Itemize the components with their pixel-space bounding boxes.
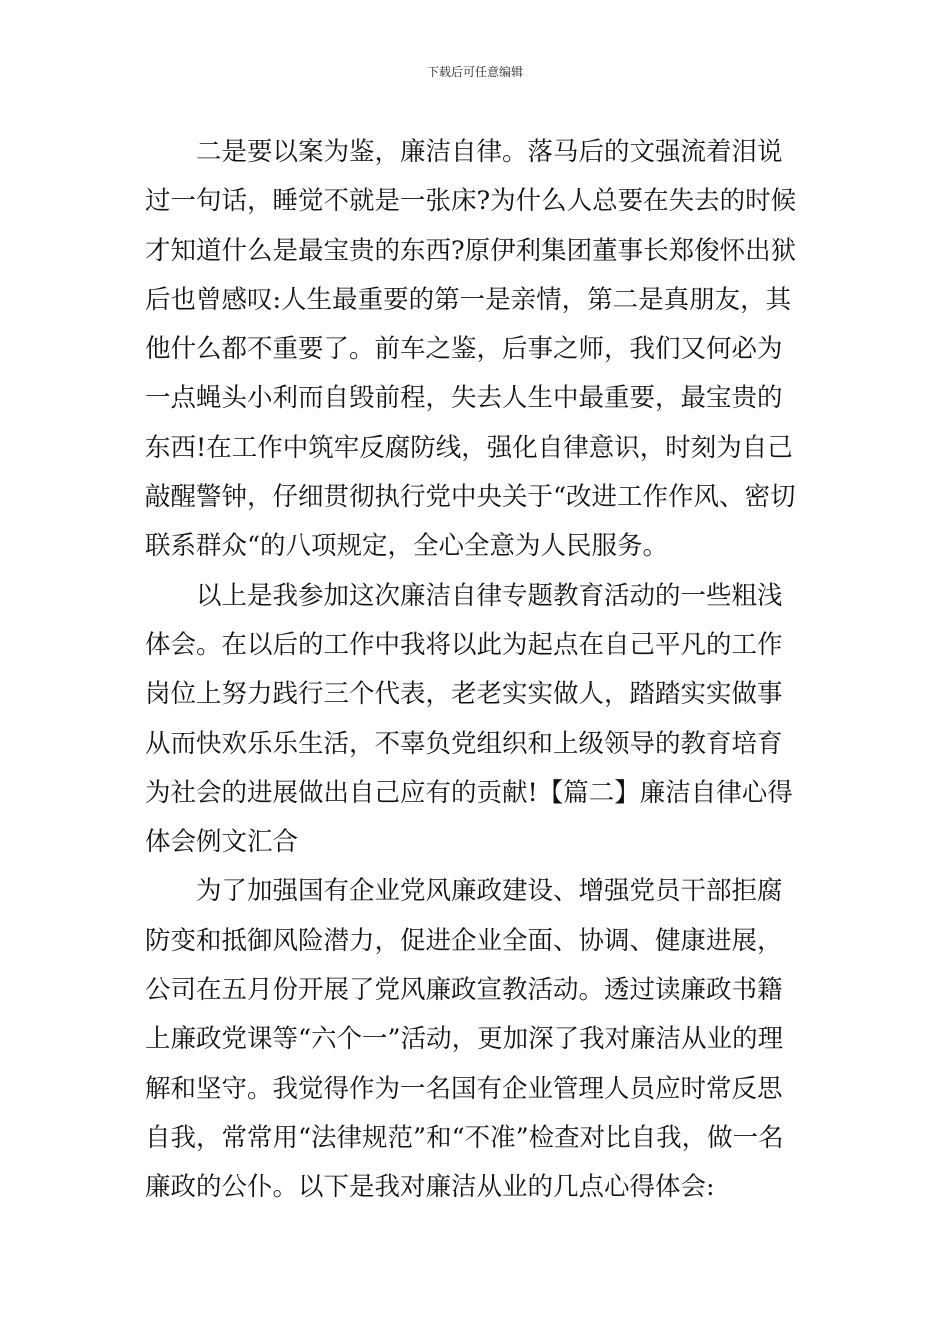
paragraph-1: 二是要以案为鉴，廉洁自律。落马后的文强流着泪说过一句话，睡觉不就是一张床?为什么人总要在失去的时候才知道什么是最宝贵的东西?原伊利集团董事长郑俊怀出狱后也曾感叹:人生最重要的第一是亲情，第二是真朋友，其他什么都不重要了。前车之鉴，后事之师，我们又何必为一点蝇头小利而自毁前程，失去人生中最重要，最宝贵的东西!在工作中筑牢反腐防线，强化自律意识，时刻为自己敲醒警钟，仔细贯彻执行党中央关于“改进工作作风、密切联系群众“的八项规定，全心全意为人民服务。	[145, 137, 797, 562]
body-text	[145, 128, 807, 1213]
header-note: 下载后可任意编辑	[426, 65, 523, 79]
paragraph-3: 为了加强国有企业党风廉政建设、增强党员干部拒腐防变和抵御风险潜力，促进企业全面、协调、健康进展，公司在五月份开展了党风廉政宣教活动。透过读廉政书籍上廉政党课等“六个一”活动，更加深了我对廉洁从业的理解和坚守。我觉得作为一名国有企业管理人员应时常反思自我，常常用“法律规范”和“不准”检查对比自我，做一名廉政的公仆。以下是我对廉洁从业的几点心得体会:	[145, 876, 784, 1203]
paragraph-2: 以上是我参加这次廉洁自律专题教育活动的一些粗浅体会。在以后的工作中我将以此为起点在自己平凡的工作岗位上努力践行三个代表，老老实实做人，踏踏实实做事从而快欢乐乐生活，不辜负党组织和上级领导的教育培育为社会的进展做出自己应有的贡献!【篇二】廉洁自律心得体会例文汇合	[145, 580, 793, 858]
